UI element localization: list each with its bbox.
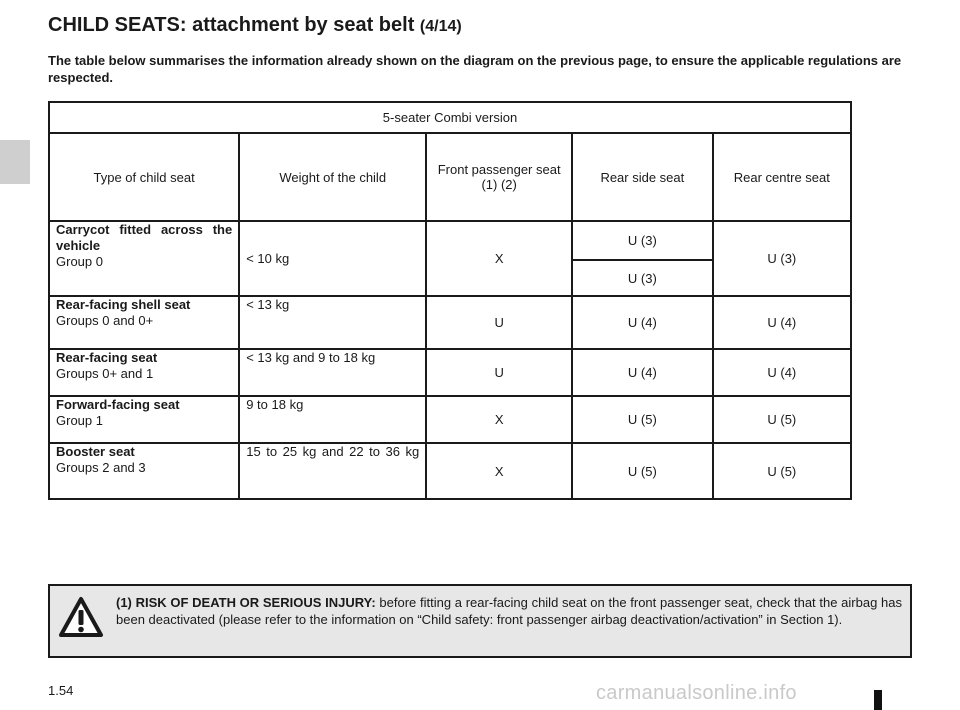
table-row — [49, 443, 851, 499]
child-seat-table — [48, 101, 852, 500]
front-passenger-cell: U — [426, 349, 572, 396]
rear-side-cell: U (4) — [572, 296, 713, 349]
seat-type-name: Forward-facing seat — [56, 397, 180, 412]
version-header: 5-seater Combi version — [49, 102, 851, 133]
rear-centre-cell: U (4) — [713, 349, 851, 396]
seat-type-cell — [49, 396, 239, 443]
page-part-indicator: (4/14) — [419, 18, 462, 35]
header-seat-type: Type of child seat — [49, 133, 239, 221]
page-number: 1.54 — [48, 683, 74, 698]
page-title — [48, 14, 462, 37]
weight-cell: < 10 kg — [239, 221, 426, 296]
intro-paragraph: The table below summarises the information already shown on the diagram on the previous page, to ensure the applicable regulations are respected. — [48, 53, 902, 85]
seat-type-name: Booster seat — [56, 444, 135, 459]
seat-type-cell — [49, 296, 239, 349]
seat-type-group: Groups 2 and 3 — [56, 460, 146, 475]
table-row — [49, 296, 851, 349]
rear-centre-cell: U (5) — [713, 396, 851, 443]
front-passenger-cell: X — [426, 443, 572, 499]
page-title-text: CHILD SEATS: attachment by seat belt — [48, 14, 415, 36]
warning-text — [116, 594, 902, 628]
front-passenger-cell: X — [426, 396, 572, 443]
rear-side-cell: U (5) — [572, 396, 713, 443]
table-row — [49, 221, 851, 260]
seat-type-cell — [49, 221, 239, 296]
weight-cell: 9 to 18 kg — [239, 396, 426, 443]
warning-triangle-icon — [58, 596, 104, 638]
rear-side-cell: U (4) — [572, 349, 713, 396]
seat-type-group: Groups 0 and 0+ — [56, 313, 154, 328]
seat-type-name: Carrycot fitted across the vehicle — [56, 222, 233, 253]
weight-cell: < 13 kg and 9 to 18 kg — [239, 349, 426, 396]
weight-text: 15 to 25 kg and 22 to 36 kg — [246, 444, 420, 459]
weight-cell — [239, 443, 426, 499]
table-row — [49, 396, 851, 443]
header-rear-side: Rear side seat — [572, 133, 713, 221]
seat-type-name: Rear-facing shell seat — [56, 297, 191, 312]
rear-centre-cell: U (3) — [713, 221, 851, 296]
corner-mark — [874, 690, 882, 710]
front-passenger-cell: X — [426, 221, 572, 296]
table-row — [49, 349, 851, 396]
seat-type-cell — [49, 443, 239, 499]
rear-centre-cell: U (4) — [713, 296, 851, 349]
header-weight: Weight of the child — [239, 133, 426, 221]
front-passenger-cell: U — [426, 296, 572, 349]
header-rear-centre: Rear centre seat — [713, 133, 851, 221]
table-version-row — [49, 102, 851, 133]
warning-body: before fitting a rear-facing child seat on the front passenger seat, check that the airbag has been deactivated (please refer to the information on “Child safety: front passenger airbag deactivation/activation” in Section 1). — [116, 595, 902, 627]
warning-box — [48, 584, 912, 658]
warning-heading: (1) RISK OF DEATH OR SERIOUS INJURY: — [116, 595, 376, 610]
seat-type-group: Group 0 — [56, 254, 103, 269]
rear-side-cell: U (5) — [572, 443, 713, 499]
rear-centre-cell: U (5) — [713, 443, 851, 499]
rear-side-cell: U (3) — [572, 221, 713, 260]
table-header-row — [49, 133, 851, 221]
section-side-tab — [0, 140, 30, 184]
watermark: carmanualsonline.info — [596, 682, 797, 704]
header-front-passenger: Front passenger seat (1) (2) — [426, 133, 572, 221]
seat-type-group: Group 1 — [56, 413, 103, 428]
rear-side-cell: U (3) — [572, 260, 713, 296]
seat-type-name: Rear-facing seat — [56, 350, 158, 365]
seat-type-cell — [49, 349, 239, 396]
weight-cell: < 13 kg — [239, 296, 426, 349]
seat-type-group: Groups 0+ and 1 — [56, 366, 154, 381]
